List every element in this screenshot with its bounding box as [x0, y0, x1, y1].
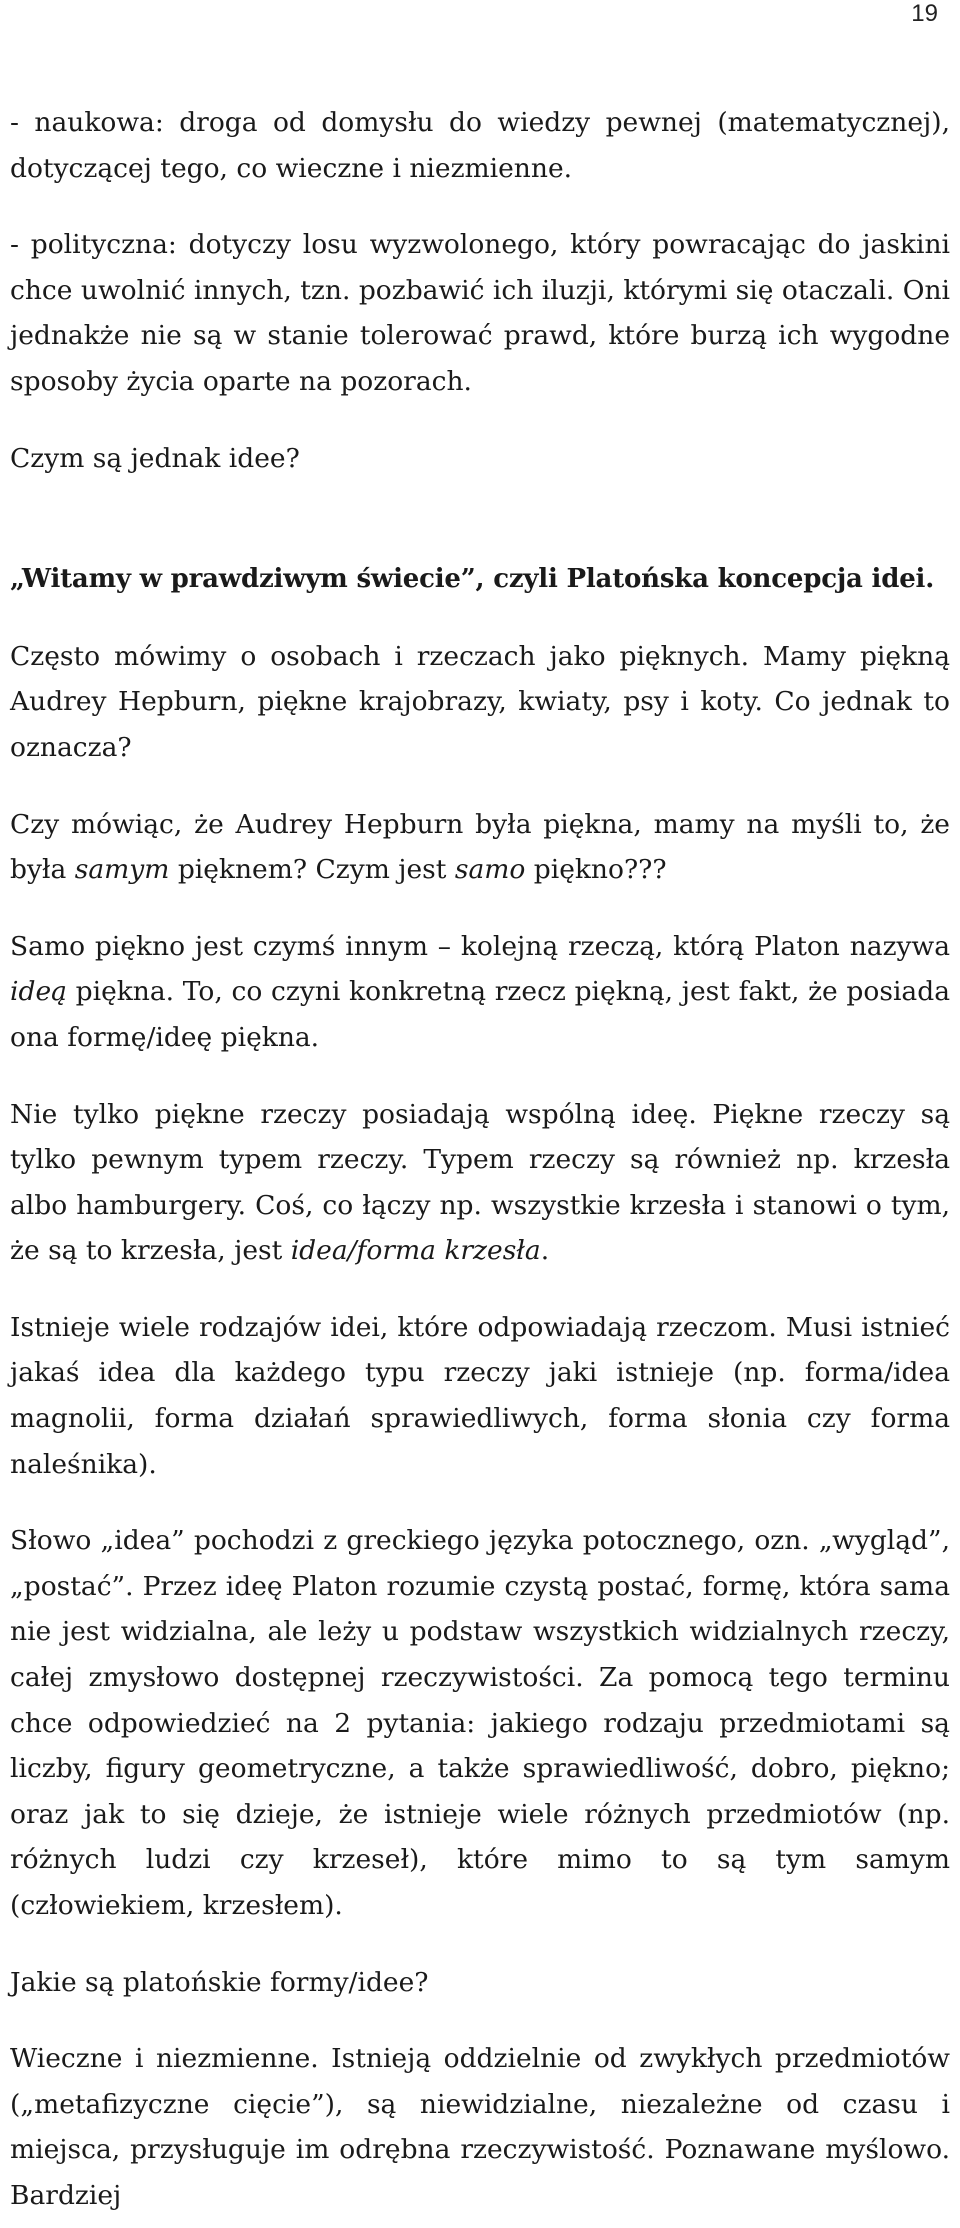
paragraph-many-ideas: Istnieje wiele rodzajów idei, które odpowiadają rzeczom. Musi istnieć jakaś idea dla każdego typu rzeczy jaki istnieje (np. forma/idea magnolii, forma działań sprawiedliwych, forma słonia czy forma naleśnika).: [10, 1311, 950, 1480]
emphasis-chair-form: idea/forma krzesła: [290, 1235, 541, 1267]
paragraph-beauty-intro: Często mówimy o osobach i rzeczach jako pięknych. Mamy piękną Audrey Hepburn, piękne krajobrazy, kwiaty, psy i koty. Co jednak to oznacza?: [10, 640, 950, 763]
section-heading: „Witamy w prawdziwym świecie”, czyli Platońska koncepcja idei.: [10, 564, 935, 595]
page-content: [10, 100, 950, 2219]
emphasis-idea: ideą: [10, 976, 67, 1008]
paragraph-types-of-things: Nie tylko piękne rzeczy posiadają wspólną ideę. Piękne rzeczy są tylko pewnym typem rzeczy. Typem rzeczy są również np. krzesła albo hamburgery. Coś, co łączy np. wszystkie krzesła i stanowi o tym, że są to krzesła, jest idea/forma krzesła.: [10, 1098, 950, 1267]
page-number: 19: [911, 0, 938, 27]
question-forms: Jakie są platońskie formy/idee?: [10, 1966, 429, 1998]
paragraph-beauty-question: Czy mówiąc, że Audrey Hepburn była piękna, mamy na myśli to, że była samym pięknem? Czym jest samo piękno???: [10, 808, 950, 886]
emphasis-samo: samo: [454, 854, 526, 886]
paragraph-eternal: Wieczne i niezmienne. Istnieją oddzielnie od zwykłych przedmiotów („metafizyczne cięcie”), są niewidzialne, niezależne od czasu i miejsca, przysługuje im odrębna rzeczywistość. Poznawane myślowo. Bardziej: [10, 2043, 950, 2211]
bullet-political: - polityczna: dotyczy losu wyzwolonego, który powracając do jaskini chce uwolnić innych, tzn. pozbawić ich iluzji, którymi się otaczali. Oni jednakże nie są w stanie tolerować prawd, które burzą ich wygodne sposoby życia oparte na pozorach.: [10, 229, 950, 397]
paragraph-idea-of-beauty: Samo piękno jest czymś innym – kolejną rzeczą, którą Platon nazywa ideą piękna. To, co czyni konkretną rzecz piękną, jest fakt, że posiada ona formę/ideę piękna.: [10, 930, 950, 1053]
emphasis-samym: samym: [74, 854, 170, 886]
paragraph-word-idea: Słowo „idea” pochodzi z greckiego języka potocznego, ozn. „wygląd”, „postać”. Przez ideę Platon rozumie czystą postać, formę, która sama nie jest widzialna, ale leży u podstaw wszystkich widzialnych rzeczy, całej zmysłowo dostępnej rzeczywistości. Za pomocą tego terminu chce odpowiedzieć na 2 pytania: jakiego rodzaju przedmiotami są liczby, figury geometryczne, a także sprawiedliwość, dobro, piękno; oraz jak to się dzieje, że istnieje wiele różnych przedmiotów (np. różnych ludzi czy krzeseł), które mimo to są tym samym (człowiekiem, krzesłem).: [10, 1525, 950, 1921]
question-ideas: Czym są jednak idee?: [10, 442, 300, 474]
bullet-scientific: - naukowa: droga od domysłu do wiedzy pewnej (matematycznej), dotyczącej tego, co wieczne i niezmienne.: [10, 107, 950, 184]
